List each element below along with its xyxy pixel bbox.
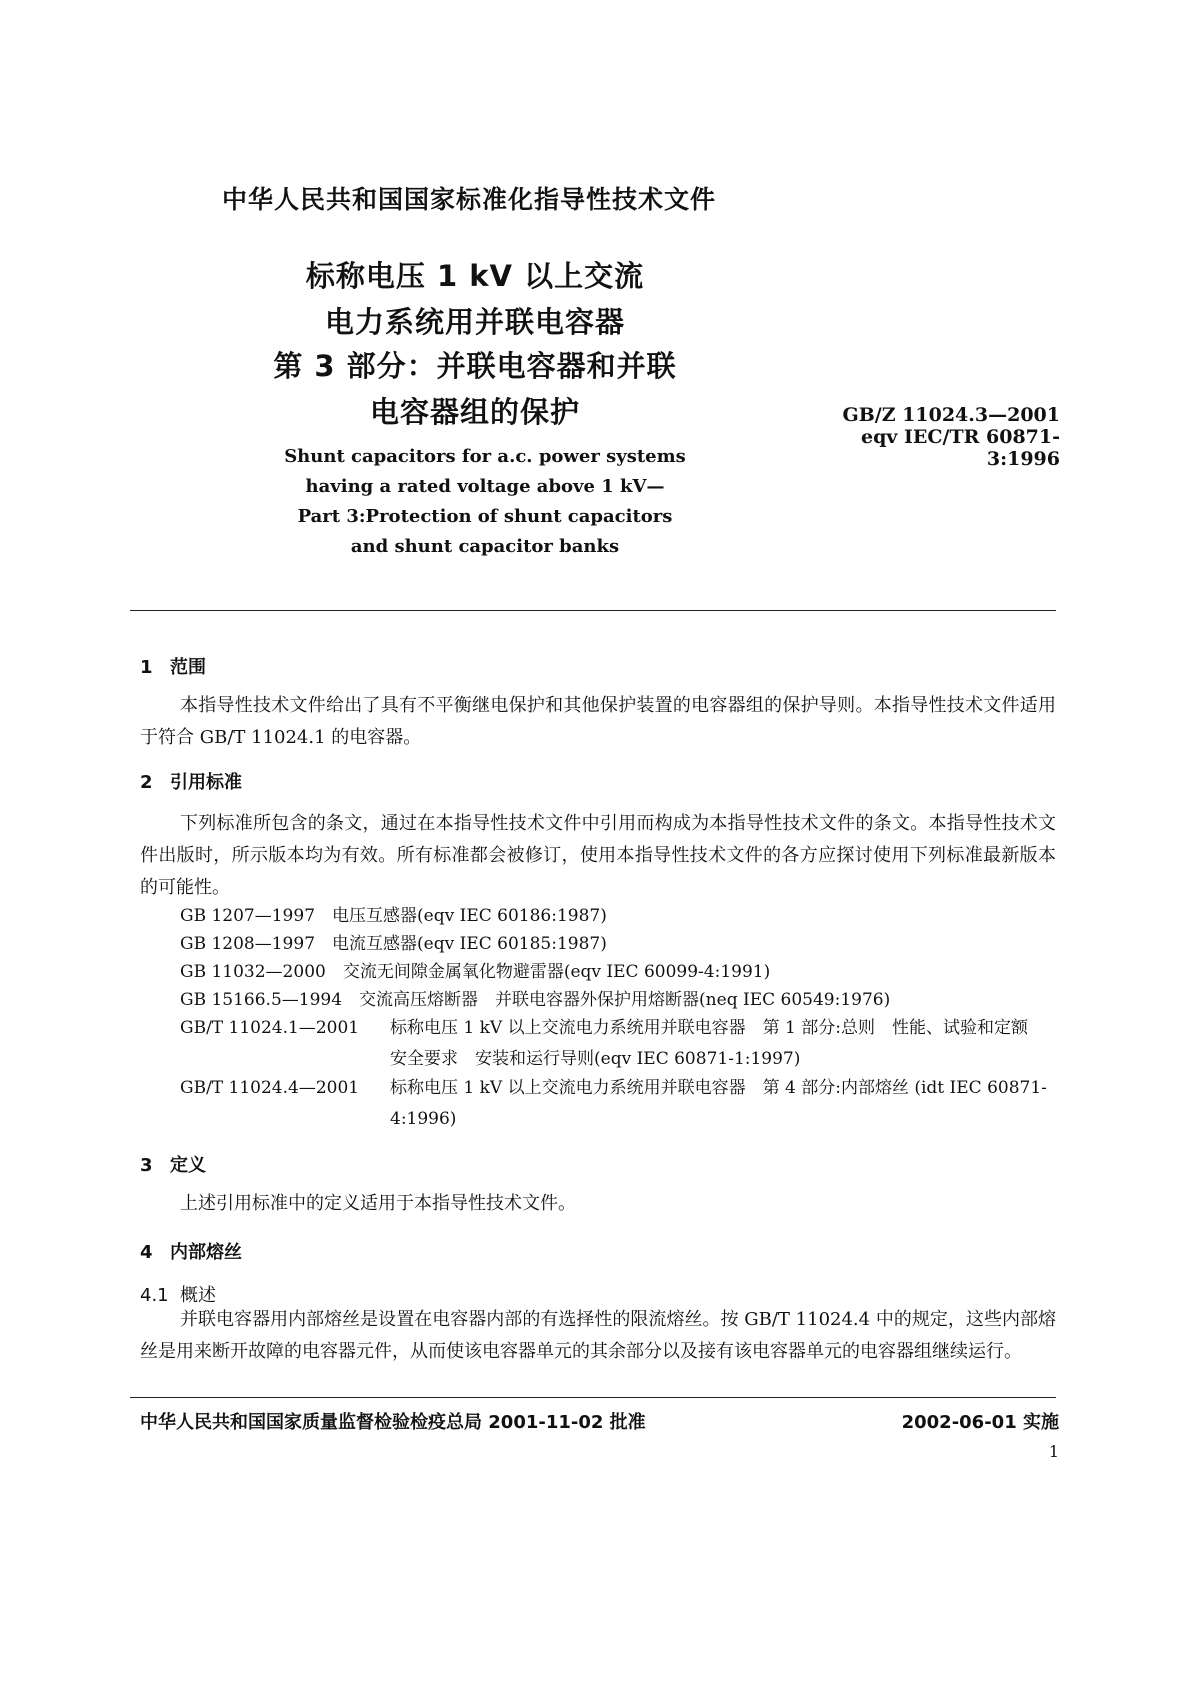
title-line-2: 电力系统用并联电容器 [324,305,625,339]
document-series-title: 中华人民共和国国家标准化指导性技术文件 [222,185,717,214]
reference-title: 交流无间隙金属氧化物避雷器(eqv IEC 60099-4:1991) [342,962,771,982]
section-number: 1 [140,657,153,678]
reference-code: GB 15166.5—1994 [180,990,343,1010]
section-4-1-text: 并联电容器用内部熔丝是设置在电容器内部的有选择性的限流熔丝。按 GB/T 11024.4 中的规定，这些内部熔丝是用来断开故障的电容器元件，从而使该电容器单元的其余部分以及接有该电容器单元的电容器组继续运行。 [140,1309,1056,1362]
section-2-heading [140,768,242,794]
reference-code: GB 1208—1997 [180,934,316,954]
english-title-line-2: having a rated voltage above 1 kV— [305,476,665,497]
section-3-text: 上述引用标准中的定义适用于本指导性技术文件。 [180,1193,576,1214]
standard-code: GB/Z 11024.3—2001 [842,404,1060,426]
approval-statement: 中华人民共和国国家质量监督检验检疫总局 2001-11-02 批准 [140,1412,646,1433]
section-title: 定义 [170,1155,206,1176]
section-title: 内部熔丝 [170,1242,242,1263]
header-divider [130,610,1056,611]
reference-item [180,901,1060,932]
implementation-date: 2002-06-01 实施 [901,1412,1059,1433]
section-4-heading [140,1238,242,1264]
reference-title: 标称电压 1 kV 以上交流电力系统用并联电容器 第 1 部分:总则 性能、试验和定额 安全要求 安装和运行导则(eqv IEC 60871-1:1997) [390,1018,1045,1069]
section-3-heading [140,1151,206,1177]
title-line-4: 电容器组的保护 [369,395,580,429]
english-title-line-4: and shunt capacitor banks [350,536,620,557]
reference-item [180,957,1060,988]
section-number: 4 [140,1242,153,1263]
section-2-text: 下列标准所包含的条文，通过在本指导性技术文件中引用而构成为本指导性技术文件的条文。本指导性技术文件出版时，所示版本均为有效。所有标准都会被修订，使用本指导性技术文件的各方应探讨使用下列标准最新版本的可能性。 [140,813,1056,898]
reference-item [180,929,1060,960]
section-1-text: 本指导性技术文件给出了具有不平衡继电保护和其他保护装置的电容器组的保护导则。本指导性技术文件适用于符合 GB/T 11024.1 的电容器。 [140,695,1056,748]
standard-equivalence: eqv IEC/TR 60871-3:1996 [861,426,1060,470]
reference-code: GB/T 11024.1—2001 [180,1018,360,1038]
page-number: 1 [1048,1442,1059,1461]
title-line-3: 第 3 部分：并联电容器和并联 [273,349,677,383]
reference-code: GB 1207—1997 [180,906,316,926]
subsection-number: 4.1 [140,1285,169,1306]
footer-divider [130,1397,1056,1398]
reference-code: GB 11032—2000 [180,962,326,982]
section-number: 2 [140,772,153,793]
reference-code: GB/T 11024.4—2001 [180,1078,360,1098]
reference-title: 电压互感器(eqv IEC 60186:1987) [332,906,607,926]
reference-title: 标称电压 1 kV 以上交流电力系统用并联电容器 第 4 部分:内部熔丝 (idt IEC 60871-4:1996) [390,1078,1047,1129]
subsection-title: 概述 [180,1285,216,1306]
english-title-line-1: Shunt capacitors for a.c. power systems [284,446,686,467]
english-title-line-3: Part 3:Protection of shunt capacitors [297,506,673,527]
section-title: 范围 [170,657,206,678]
reference-item [180,985,1060,1016]
reference-title: 电流互感器(eqv IEC 60185:1987) [332,934,607,954]
title-line-1: 标称电压 1 kV 以上交流 [305,259,645,293]
section-number: 3 [140,1155,153,1176]
section-title: 引用标准 [170,772,242,793]
reference-item [180,1013,1060,1075]
reference-title: 交流高压熔断器 并联电容器外保护用熔断器(neq IEC 60549:1976) [359,990,891,1010]
section-1-heading [140,653,206,679]
reference-item [180,1073,1060,1135]
